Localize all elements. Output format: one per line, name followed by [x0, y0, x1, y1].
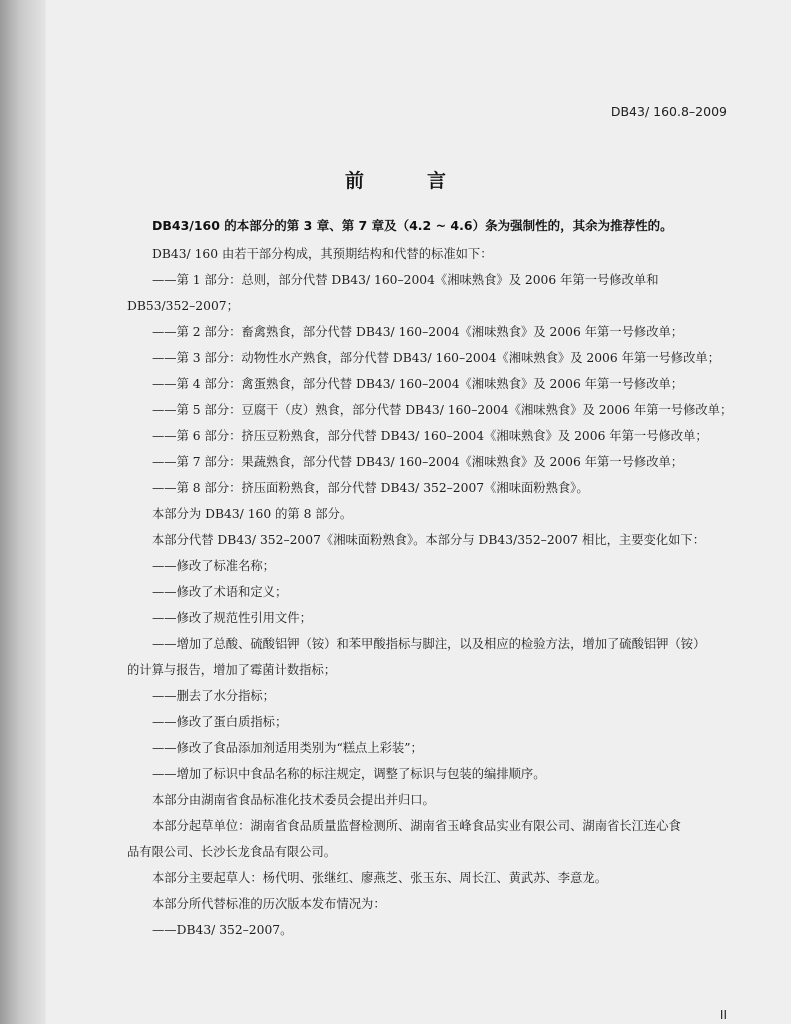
paragraph-history-intro: 本部分所代替标准的历次版本发布情况为：: [152, 897, 386, 911]
list-item-part-5: ——第 5 部分：豆腐干（皮）熟食，部分代替 DB43/ 160–2004《湘味熟食》及 2006 年第一号修改单；: [152, 403, 733, 417]
page-title: 前 言: [344, 170, 468, 192]
change-item-3: ——修改了规范性引用文件；: [152, 611, 312, 625]
paragraph-drafting-units-cont: 品有限公司、长沙长龙食品有限公司。: [127, 845, 337, 859]
paragraph-drafters: 本部分主要起草人：杨代明、张继红、廖燕芝、张玉东、周长江、黄武苏、李意龙。: [152, 871, 607, 885]
mandatory-clause-statement: DB43/160 的本部分的第 3 章、第 7 章及（4.2 ~ 4.6）条为强制性的，其余为推荐性的。: [152, 218, 673, 233]
paragraph-replaces: 本部分代替 DB43/ 352–2007《湘味面粉熟食》。本部分与 DB43/352–2007 相比，主要变化如下：: [152, 533, 705, 547]
paragraph-structure-intro: DB43/ 160 由若干部分构成，其预期结构和代替的标准如下：: [152, 247, 493, 261]
list-item-part-1-cont: DB53/352–2007；: [127, 299, 239, 313]
list-item-part-6: ——第 6 部分：挤压豆粉熟食，部分代替 DB43/ 160–2004《湘味熟食》及 2006 年第一号修改单；: [152, 429, 708, 443]
change-item-4: ——增加了总酸、硫酸铝钾（铵）和苯甲酸指标与脚注，以及相应的检验方法，增加了硫酸铝钾（铵）: [152, 637, 706, 651]
paragraph-proposed-by: 本部分由湖南省食品标准化技术委员会提出并归口。: [152, 793, 435, 807]
list-item-part-2: ——第 2 部分：畜禽熟食，部分代替 DB43/ 160–2004《湘味熟食》及 2006 年第一号修改单；: [152, 325, 684, 339]
list-item-part-3: ——第 3 部分：动物性水产熟食，部分代替 DB43/ 160–2004《湘味熟食》及 2006 年第一号修改单；: [152, 351, 720, 365]
change-item-6: ——修改了蛋白质指标；: [152, 715, 288, 729]
standard-code: DB43/ 160.8–2009: [610, 104, 727, 119]
list-item-part-8: ——第 8 部分：挤压面粉熟食，部分代替 DB43/ 352–2007《湘味面粉熟食》。: [152, 481, 589, 495]
history-item-1: ——DB43/ 352–2007。: [152, 923, 293, 937]
list-item-part-7: ——第 7 部分：果蔬熟食，部分代替 DB43/ 160–2004《湘味熟食》及 2006 年第一号修改单；: [152, 455, 684, 469]
page-number: II: [719, 1008, 727, 1022]
list-item-part-1: ——第 1 部分：总则，部分代替 DB43/ 160–2004《湘味熟食》及 2006 年第一号修改单和: [152, 273, 659, 287]
change-item-7: ——修改了食品添加剂适用类别为“糕点上彩装”；: [152, 741, 423, 755]
change-item-8: ——增加了标识中食品名称的标注规定，调整了标识与包装的编排顺序。: [152, 767, 546, 781]
change-item-1: ——修改了标准名称；: [152, 559, 275, 573]
list-item-part-4: ——第 4 部分：禽蛋熟食，部分代替 DB43/ 160–2004《湘味熟食》及 2006 年第一号修改单；: [152, 377, 684, 391]
paragraph-drafting-units: 本部分起草单位：湖南省食品质量监督检测所、湖南省玉峰食品实业有限公司、湖南省长江连心食: [152, 819, 681, 833]
paragraph-part-number: 本部分为 DB43/ 160 的第 8 部分。: [152, 507, 353, 521]
change-item-4-cont: 的计算与报告，增加了霉菌计数指标；: [127, 663, 337, 677]
change-item-5: ——删去了水分指标；: [152, 689, 275, 703]
book-binding-shadow: [0, 0, 48, 1024]
change-item-2: ——修改了术语和定义；: [152, 585, 288, 599]
